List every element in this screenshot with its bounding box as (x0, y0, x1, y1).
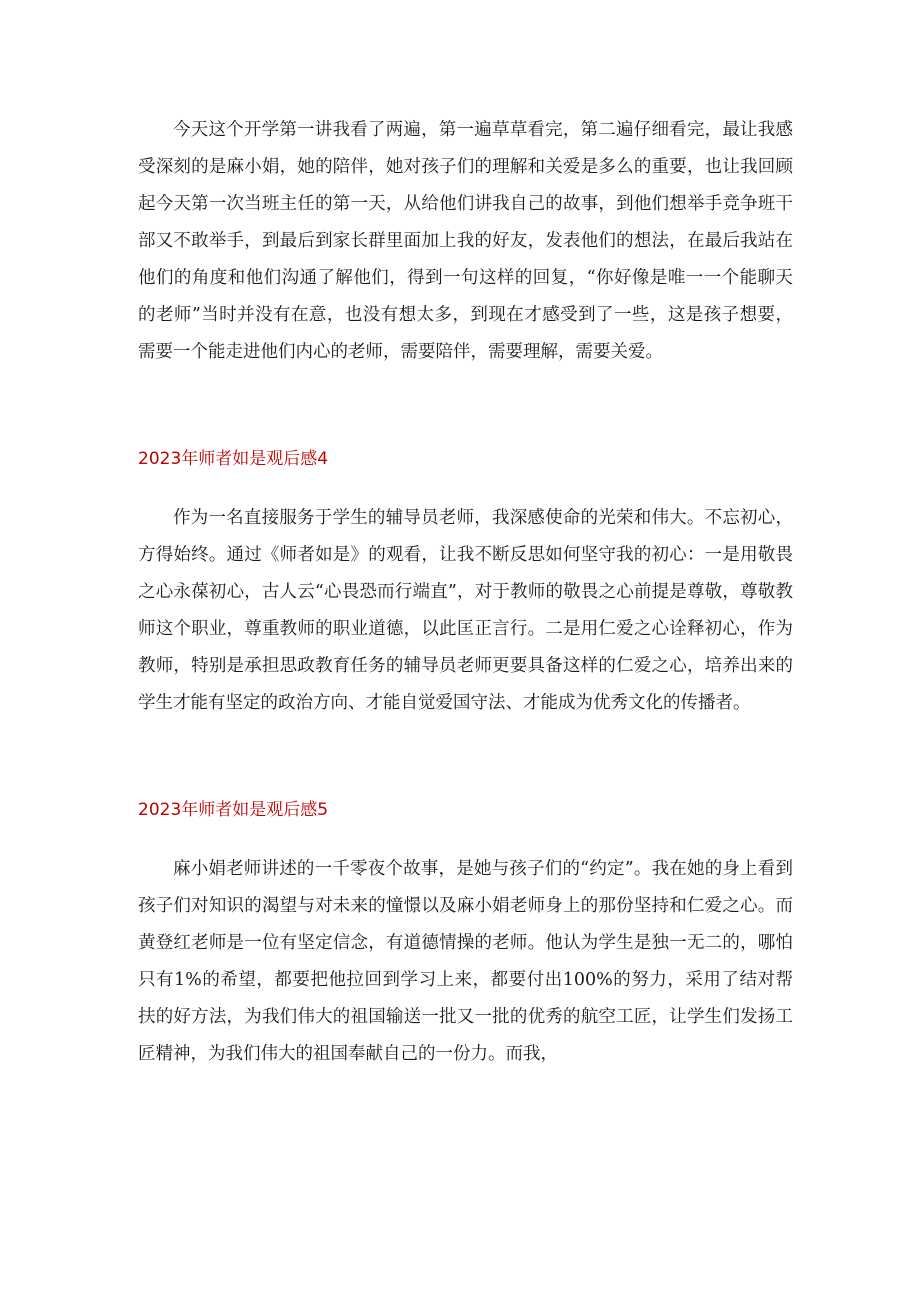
paragraph-2: 作为一名直接服务于学生的辅导员老师，我深感使命的光荣和伟大。不忘初心，方得始终。通过《师者如是》的观看，让我不断反思如何坚守我的初心：一是用敬畏之心永葆初心，古人云“心畏恐而行端直”，对于教师的敬畏之心前提是尊敬，尊敬教师这个职业，尊重教师的职业道德，以此匡正言行。二是用仁爱之心诠释初心，作为教师，特别是承担思政教育任务的辅导员老师更要具备这样的仁爱之心，培养出来的学生才能有坚定的政治方向、才能自觉爱国守法、才能成为优秀文化的传播者。 (138, 508, 793, 713)
paragraph-1: 今天这个开学第一讲我看了两遍，第一遍草草看完，第二遍仔细看完，最让我感受深刻的是麻小娟，她的陪伴，她对孩子们的理解和关爱是多么的重要，也让我回顾起今天第一次当班主任的第一天，从给他们讲我自己的故事，到他们想举手竞争班干部又不敢举手，到最后到家长群里面加上我的好友，发表他们的想法，在最后我站在他们的角度和他们沟通了解他们，得到一句这样的回复，“你好像是唯一一个能聊天的老师”当时并没有在意，也没有想太多，到现在才感受到了一些，这是孩子想要，需要一个能走进他们内心的老师，需要陪伴，需要理解，需要关爱。 (138, 120, 793, 362)
section-heading-5: 2023年师者如是观后感5 (138, 800, 329, 820)
document-page (138, 112, 793, 1073)
section-heading-4: 2023年师者如是观后感4 (138, 449, 329, 469)
paragraph-3: 麻小娟老师讲述的一千零夜个故事，是她与孩子们的“约定”。我在她的身上看到孩子们对知识的渴望与对未来的憧憬以及麻小娟老师身上的那份坚持和仁爱之心。而黄登红老师是一位有坚定信念，有道德情操的老师。他认为学生是独一无二的，哪怕只有1%的希望，都要把他拉回到学习上来，都要付出100%的努力，采用了结对帮扶的好方法，为我们伟大的祖国输送一批又一批的优秀的航空工匠，让学生们发扬工匠精神，为我们伟大的祖国奉献自己的一份力。而我， (138, 859, 793, 1064)
